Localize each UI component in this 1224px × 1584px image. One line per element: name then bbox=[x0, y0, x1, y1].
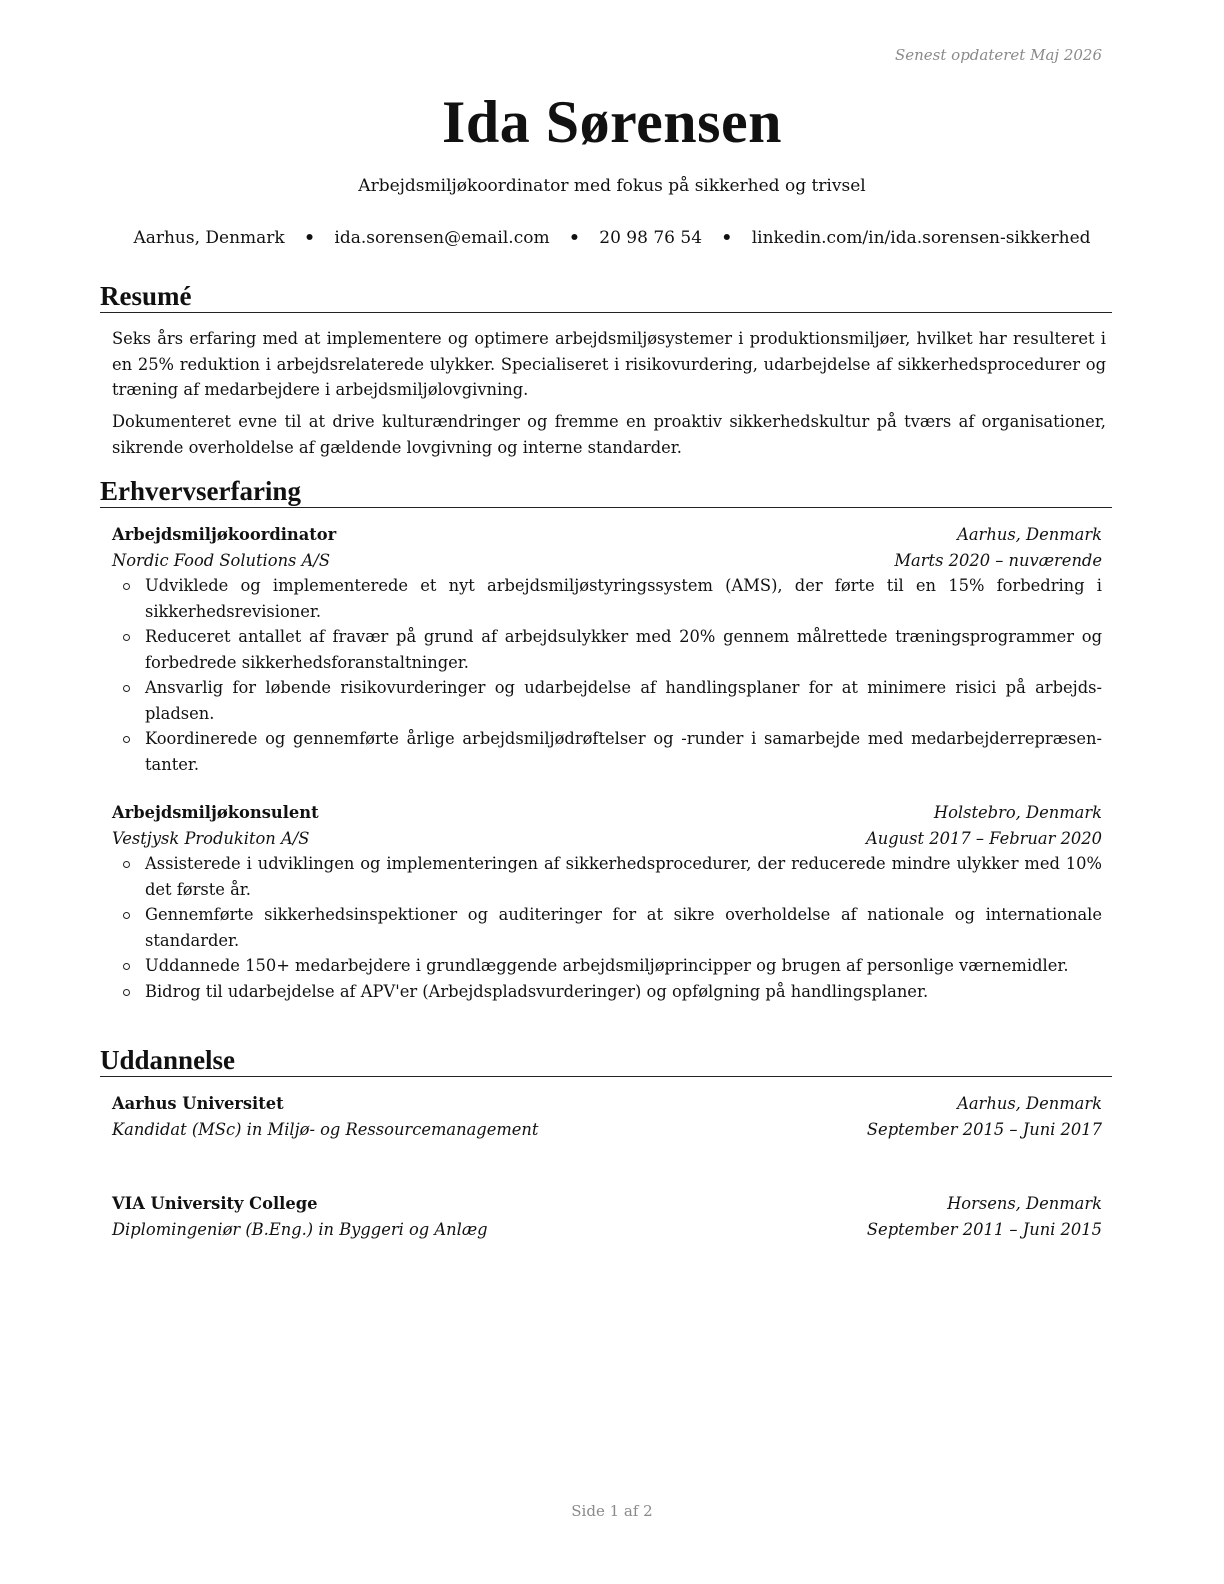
job-location: Aarhus, Denmark bbox=[957, 525, 1102, 544]
list-item: Ansvarlig for løbende risikovurderinger og udarbejdelse af handlingsplaner for at minimere risici på arbejdspladsen. bbox=[112, 675, 1102, 726]
school-name: VIA University College bbox=[112, 1194, 318, 1213]
separator-bullet: • bbox=[721, 228, 733, 248]
school-name: Aarhus Universitet bbox=[112, 1094, 284, 1113]
contact-linkedin[interactable]: linkedin.com/in/ida.sorensen-sikkerhed bbox=[751, 228, 1091, 248]
section-title-summary: Resumé bbox=[100, 280, 1112, 313]
separator-bullet: • bbox=[568, 228, 580, 248]
contact-email[interactable]: ida.sorensen@email.com bbox=[334, 228, 550, 248]
education-entry bbox=[112, 1091, 1102, 1142]
list-item: Uddannede 150+ medarbejdere i grundlæggende arbejdsmiljøprincipper og brugen af personlige værnemidler. bbox=[112, 953, 1102, 979]
list-item: Udviklede og implementerede et nyt arbejdsmiljøstyringssystem (AMS), der førte til en 15% forbedring i sikkerhedsrevisioner. bbox=[112, 573, 1102, 624]
school-location: Horsens, Denmark bbox=[947, 1194, 1102, 1213]
job-role: Arbejdsmiljøkonsulent bbox=[112, 803, 319, 822]
separator-bullet: • bbox=[304, 228, 316, 248]
list-item: Bidrog til udarbejdelse af APV'er (Arbejdspladsvurderinger) og opfølgning på handlingsplaner. bbox=[112, 979, 1102, 1005]
school-degree: Kandidat (MSc) in Miljø- og Ressourcemanagement bbox=[112, 1119, 539, 1139]
job-dates: August 2017 – Februar 2020 bbox=[866, 828, 1102, 848]
education-entry bbox=[112, 1191, 1102, 1242]
page-number: Side 1 af 2 bbox=[571, 1502, 653, 1520]
contact-location: Aarhus, Denmark bbox=[133, 228, 285, 248]
school-location: Aarhus, Denmark bbox=[957, 1094, 1102, 1113]
tagline: Arbejdsmiljøkoordinator med fokus på sikkerhed og trivsel bbox=[358, 176, 866, 196]
list-item: Assisterede i udviklingen og implementeringen af sikkerhedsprocedurer, der reducerede mindre ulykker med 10% det første år. bbox=[112, 851, 1102, 902]
school-degree: Diplomingeniør (B.Eng.) in Byggeri og Anlæg bbox=[112, 1219, 488, 1239]
person-name: Ida Sørensen bbox=[442, 89, 782, 155]
job-entry bbox=[112, 800, 1102, 1004]
school-dates: September 2011 – Juni 2015 bbox=[866, 1219, 1102, 1239]
job-company: Nordic Food Solutions A/S bbox=[112, 550, 330, 570]
job-entry bbox=[112, 522, 1102, 777]
section-title-experience: Erhvervserfaring bbox=[100, 475, 1112, 508]
section-title-education: Uddannelse bbox=[100, 1044, 1112, 1077]
list-item: Gennemførte sikkerhedsinspektioner og auditeringer for at sikre overholdelse af nationale og internationale standarder. bbox=[112, 902, 1102, 953]
summary-paragraph: Seks års erfaring med at implementere og optimere arbejdsmiljøsystemer i produktionsmiljøer, hvilket har resulteret i en 25% reduktion i arbejdsrelaterede ulykker. Specialiseret i risikovurdering, udarbejdelse af sikkerhedsprocedurer og træning af medarbejdere i arbejdsmiljølovgivning. bbox=[112, 329, 1106, 399]
job-location: Holstebro, Denmark bbox=[933, 803, 1102, 822]
job-bullets bbox=[112, 851, 1102, 1004]
contact-line bbox=[0, 228, 1224, 248]
contact-phone: 20 98 76 54 bbox=[599, 228, 703, 248]
summary-paragraph: Dokumenteret evne til at drive kulturændringer og fremme en proaktiv sikkerhedskultur på tværs af organisationer, sikrende overholdelse af gældende lovgivning og interne standarder. bbox=[112, 412, 1106, 457]
job-dates: Marts 2020 – nuværende bbox=[894, 550, 1102, 570]
school-dates: September 2015 – Juni 2017 bbox=[866, 1119, 1102, 1139]
job-bullets bbox=[112, 573, 1102, 777]
last-updated: Senest opdateret Maj 2026 bbox=[894, 46, 1102, 64]
job-company: Vestjysk Produkiton A/S bbox=[112, 828, 310, 848]
job-role: Arbejdsmiljøkoordinator bbox=[112, 525, 337, 544]
list-item: Reduceret antallet af fravær på grund af arbejdsulykker med 20% gennem målrettede træningsprogrammer og forbedrede sikkerhedsforanstaltninger. bbox=[112, 624, 1102, 675]
list-item: Koordinerede og gennemførte årlige arbejdsmiljødrøftelser og -runder i samarbejde med medarbejderrepræsentanter. bbox=[112, 726, 1102, 777]
